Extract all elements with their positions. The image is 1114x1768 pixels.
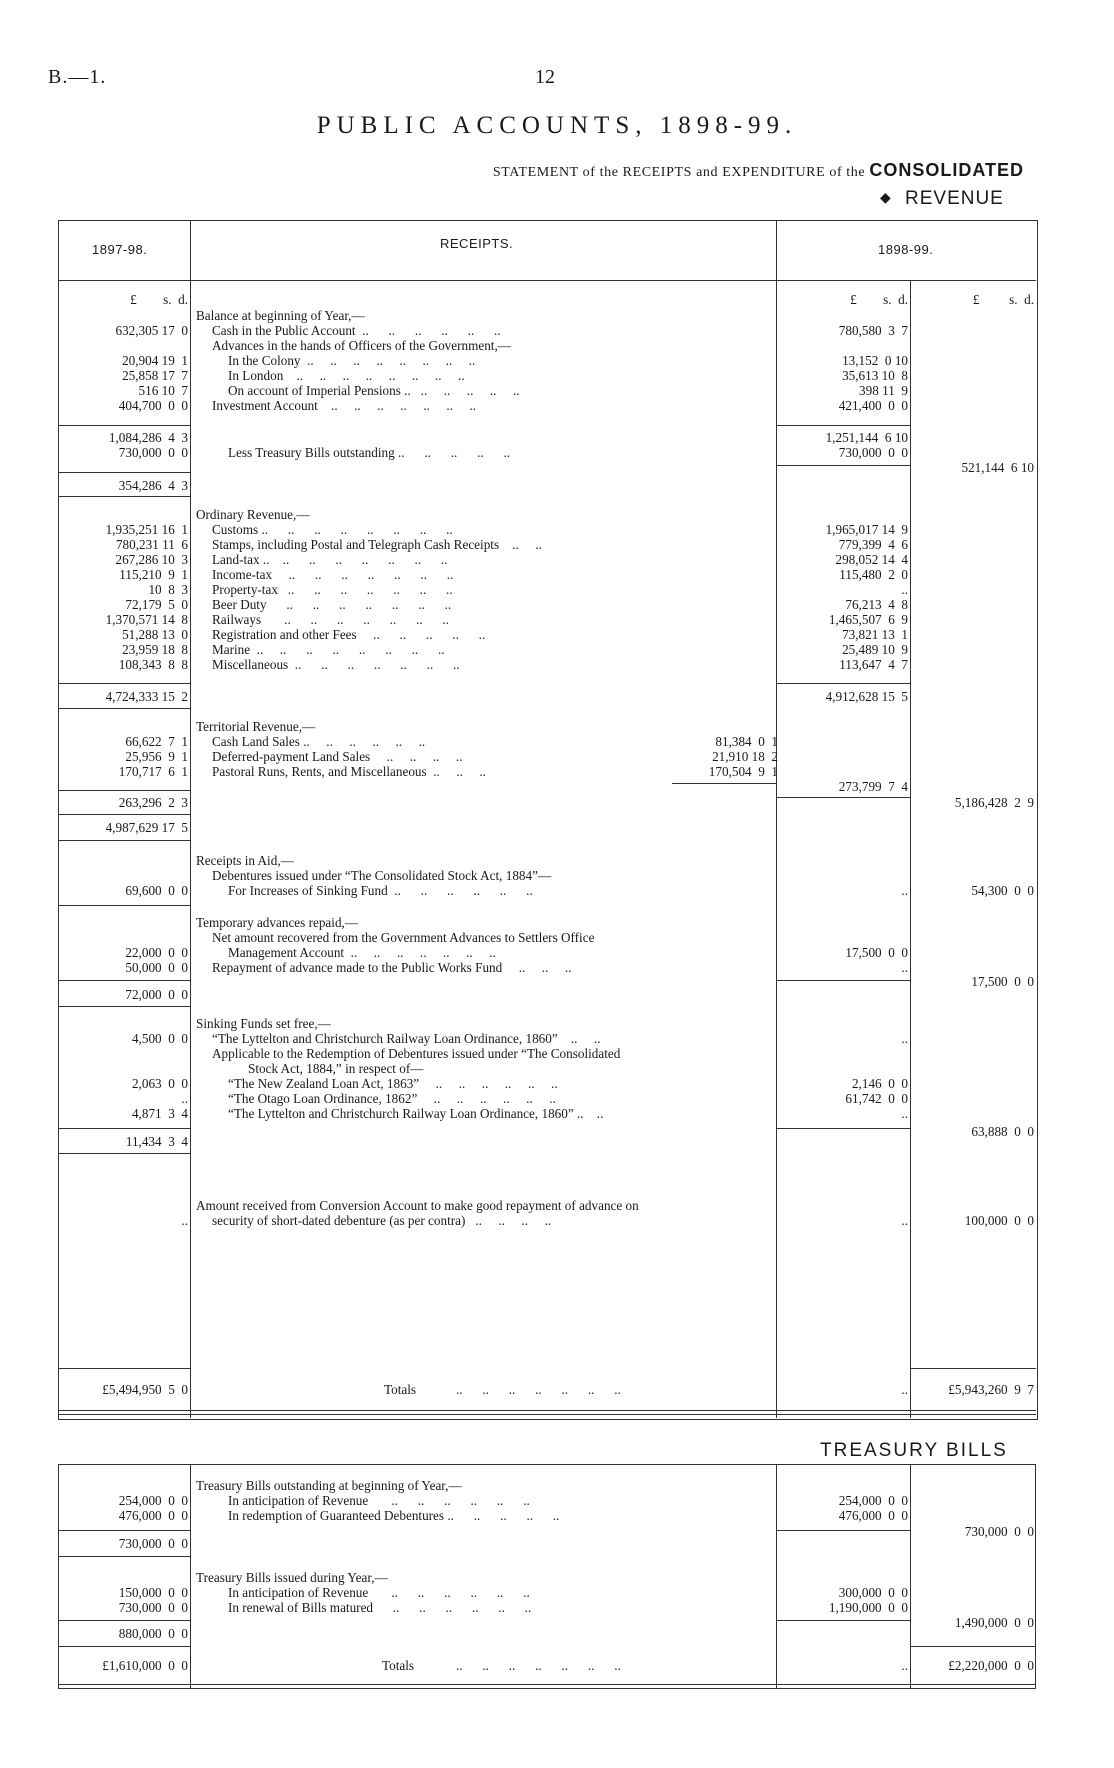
curr-amount: ..	[901, 1106, 908, 1121]
table-row	[0, 1061, 1114, 1076]
prev-amount: 23,959 18 8	[122, 642, 188, 657]
row-label: security of short-dated debenture (as per contra) .. .. .. ..	[212, 1213, 552, 1228]
row-label: Stock Act, 1884,” in respect of—	[248, 1061, 424, 1076]
prev-amount: 69,600 0 0	[125, 883, 188, 898]
row-label: Less Treasury Bills outstanding .. .. .. .. ..	[228, 445, 511, 460]
row-label: Treasury Bills outstanding at beginning of Year,—	[196, 1478, 462, 1493]
row-label: Deferred-payment Land Sales .. .. .. ..	[212, 749, 463, 764]
prev-amount: 267,286 10 3	[115, 552, 188, 567]
prev-amount: 2,063 0 0	[131, 1076, 188, 1091]
curr-amount: 1,190,000 0 0	[828, 1600, 908, 1615]
prev-amount: 72,000 0 0	[125, 987, 188, 1002]
subtotal-rule	[58, 840, 190, 841]
prev-amount: 4,871 3 4	[131, 1106, 188, 1121]
outer-amount: 730,000 0 0	[964, 1524, 1034, 1539]
table-row	[0, 1585, 1114, 1600]
prev-amount: 66,622 7 1	[125, 734, 188, 749]
prev-amount: 476,000 0 0	[118, 1508, 188, 1523]
prev-amount: 4,500 0 0	[131, 1031, 188, 1046]
row-label: “The Lyttelton and Christchurch Railway Loan Ordinance, 1860” .. ..	[228, 1106, 604, 1121]
prev-amount: 25,858 17 7	[122, 368, 188, 383]
row-label: Customs .. .. .. .. .. .. .. ..	[212, 522, 453, 537]
prev-amount: 25,956 9 1	[125, 749, 188, 764]
page-title: PUBLIC ACCOUNTS, 1898-99.	[316, 112, 798, 139]
subtotal-rule	[58, 425, 190, 426]
outer-amount: 5,186,428 2 9	[954, 795, 1034, 810]
curr-amount: 1,965,017 14 9	[825, 522, 908, 537]
curr-amount: 298,052 14 4	[835, 552, 908, 567]
row-label: For Increases of Sinking Fund .. .. .. .. .. ..	[228, 883, 533, 898]
totals-dots: .. .. .. .. .. .. ..	[456, 1658, 621, 1673]
table-row	[0, 338, 1114, 353]
outer-amount: 54,300 0 0	[971, 883, 1034, 898]
prev-amount: 1,370,571 14 8	[105, 612, 188, 627]
units-prev: £ s. d.	[130, 292, 188, 307]
table-row	[0, 627, 1114, 642]
column-header-receipts: RECEIPTS.	[440, 236, 514, 251]
curr-amount: 13,152 0 10	[842, 353, 908, 368]
row-label: Repayment of advance made to the Public Works Fund .. .. ..	[212, 960, 572, 975]
prev-amount: 880,000 0 0	[118, 1626, 188, 1641]
prev-amount: 11,434 3 4	[125, 1134, 188, 1149]
table-row	[0, 1508, 1114, 1523]
section-heading	[0, 719, 1114, 734]
curr-amount: 35,613 10 8	[842, 368, 908, 383]
footer-rule	[58, 1410, 1036, 1411]
section-heading	[0, 1570, 1114, 1585]
table-row	[0, 1091, 1114, 1106]
totals-row	[0, 1382, 1114, 1397]
outer-amount: 17,500 0 0	[971, 974, 1034, 989]
table-row	[0, 582, 1114, 597]
row-label: “The Lyttelton and Christchurch Railway Loan Ordinance, 1860” .. ..	[212, 1031, 601, 1046]
units-inner: £ s. d.	[850, 292, 908, 307]
table-row	[0, 308, 1114, 323]
subtotal-rule	[58, 496, 190, 497]
row-label: Beer Duty .. .. .. .. .. .. ..	[212, 597, 452, 612]
subtotal-rule	[58, 1006, 190, 1007]
table-row	[0, 1076, 1114, 1091]
prev-amount: 22,000 0 0	[125, 945, 188, 960]
table-row	[0, 567, 1114, 582]
row-label: Management Account .. .. .. .. .. .. ..	[228, 945, 496, 960]
curr-amount: 398 11 9	[859, 383, 908, 398]
row-label: Registration and other Fees .. .. .. .. ..	[212, 627, 486, 642]
row-label: Marine .. .. .. .. .. .. .. ..	[212, 642, 445, 657]
subtotal-rule	[58, 905, 190, 906]
row-label: In renewal of Bills matured .. .. .. .. .. ..	[228, 1600, 532, 1615]
table-row	[0, 1198, 1114, 1213]
prev-amount: 10 8 3	[148, 582, 188, 597]
curr-amount: 25,489 10 9	[842, 642, 908, 657]
table-row	[0, 795, 1114, 810]
curr-amount: 421,400 0 0	[838, 398, 908, 413]
table-row	[0, 1600, 1114, 1615]
subtitle-text: STATEMENT of the RECEIPTS and EXPENDITURE of the	[492, 165, 866, 180]
totals-dots: .. .. .. .. .. .. ..	[456, 1382, 621, 1397]
table-row	[0, 1213, 1114, 1228]
table-row	[0, 820, 1114, 835]
prev-amount: £5,494,950 5 0	[102, 1382, 188, 1397]
table-row	[0, 460, 1114, 475]
prev-amount: 516 10 7	[138, 383, 188, 398]
curr-amount: ..	[901, 1213, 908, 1228]
prev-amount: 4,724,333 15 2	[105, 689, 188, 704]
table-row	[0, 1106, 1114, 1121]
table-row	[0, 1124, 1114, 1139]
prev-amount: ..	[181, 1213, 188, 1228]
table-row	[0, 974, 1114, 989]
revenue-heading: REVENUE	[905, 188, 1004, 209]
column-header-prev-year: 1897-98.	[92, 242, 148, 257]
subtotal-rule	[776, 683, 910, 684]
treasury-bills-heading: TREASURY BILLS	[820, 1440, 1008, 1461]
table-top-rule	[58, 1464, 1036, 1465]
table-row	[0, 1615, 1114, 1630]
row-label: In the Colony .. .. .. .. .. .. .. ..	[228, 353, 476, 368]
curr-amount: 115,480 2 0	[839, 567, 908, 582]
prev-amount: ..	[181, 1091, 188, 1106]
table-row	[0, 323, 1114, 338]
prev-amount: 780,231 11 6	[115, 537, 188, 552]
row-label: In anticipation of Revenue .. .. .. .. .. ..	[228, 1585, 530, 1600]
subtotal-rule	[910, 1368, 1036, 1369]
row-label: In anticipation of Revenue .. .. .. .. .. ..	[228, 1493, 530, 1508]
table-row	[0, 537, 1114, 552]
row-label: Pastoral Runs, Rents, and Miscellaneous .. .. ..	[212, 764, 486, 779]
table-bottom-rule	[58, 1684, 1036, 1685]
row-label: “The Otago Loan Ordinance, 1862” .. .. .. .. .. ..	[228, 1091, 556, 1106]
curr-amount: 273,799 7 4	[838, 779, 908, 794]
row-label: Treasury Bills issued during Year,—	[196, 1570, 388, 1585]
table-row	[0, 552, 1114, 567]
footer-rule	[58, 1414, 1036, 1415]
curr-amount: 254,000 0 0	[838, 1493, 908, 1508]
prev-amount: 1,084,286 4 3	[108, 430, 188, 445]
prev-amount: 632,305 17 0	[115, 323, 188, 338]
row-label: Investment Account .. .. .. .. .. .. ..	[212, 398, 477, 413]
row-label: Cash Land Sales .. .. .. .. .. ..	[212, 734, 426, 749]
row-label: Income-tax .. .. .. .. .. .. ..	[212, 567, 454, 582]
table-row	[0, 430, 1114, 445]
table-row	[0, 398, 1114, 413]
prev-amount: 51,288 13 0	[122, 627, 188, 642]
row-label: Miscellaneous .. .. .. .. .. .. ..	[212, 657, 460, 672]
prev-amount: 404,700 0 0	[118, 398, 188, 413]
curr-amount: 1,465,507 6 9	[828, 612, 908, 627]
curr-amount: 4,912,628 15 5	[825, 689, 908, 704]
row-label: Sinking Funds set free,—	[196, 1016, 331, 1031]
row-label: Ordinary Revenue,—	[196, 507, 310, 522]
row-label: Net amount recovered from the Government Advances to Settlers Office	[212, 930, 595, 945]
prev-amount: 50,000 0 0	[125, 960, 188, 975]
curr-amount: 780,580 3 7	[838, 323, 908, 338]
table-row	[0, 1046, 1114, 1061]
section-heading	[0, 507, 1114, 522]
table-row	[0, 368, 1114, 383]
outer-amount: £2,220,000 0 0	[948, 1658, 1034, 1673]
outer-amount: 521,144 6 10	[961, 460, 1034, 475]
prev-amount: 108,343 8 8	[118, 657, 188, 672]
prev-amount: 170,717 6 1	[118, 764, 188, 779]
subtotal-rule	[58, 1153, 190, 1154]
curr-amount: ..	[901, 1382, 908, 1397]
totals-row	[0, 1658, 1114, 1673]
curr-amount: ..	[901, 582, 908, 597]
prev-amount: 72,179 5 0	[125, 597, 188, 612]
sub-amount: 21,910 18 2	[712, 749, 778, 764]
row-label: Land-tax .. .. .. .. .. .. .. ..	[212, 552, 448, 567]
row-label: On account of Imperial Pensions .. .. .. .. .. ..	[228, 383, 520, 398]
column-header-curr-year: 1898-99.	[878, 242, 934, 257]
row-label: Stamps, including Postal and Telegraph Cash Receipts .. ..	[212, 537, 542, 552]
table-row	[0, 945, 1114, 960]
row-label: Territorial Revenue,—	[196, 719, 316, 734]
table-row	[0, 930, 1114, 945]
subtotal-rule	[910, 1646, 1036, 1647]
table-row	[0, 445, 1114, 460]
table-row	[0, 883, 1114, 898]
row-label: In London .. .. .. .. .. .. .. ..	[228, 368, 465, 383]
row-label: Applicable to the Redemption of Debentures issued under “The Consolidated	[212, 1046, 621, 1061]
table-row	[0, 749, 1114, 764]
curr-amount: 17,500 0 0	[845, 945, 908, 960]
table-row	[0, 657, 1114, 672]
subtotal-rule	[58, 1646, 190, 1647]
sub-amount: 170,504 9 1	[708, 764, 778, 779]
bullet-icon: ◆	[880, 191, 891, 206]
table-row	[0, 779, 1114, 794]
table-row	[0, 522, 1114, 537]
table-row	[0, 987, 1114, 1002]
prev-amount: 730,000 0 0	[118, 445, 188, 460]
prev-amount: 115,210 9 1	[119, 567, 188, 582]
table-row	[0, 383, 1114, 398]
sub-amount: 81,384 0 1	[715, 734, 778, 749]
header-rule	[58, 280, 1036, 281]
prev-amount: 354,286 4 3	[118, 478, 188, 493]
section-heading	[0, 853, 1114, 868]
curr-amount: 73,821 13 1	[842, 627, 908, 642]
table-row	[0, 960, 1114, 975]
document-reference: B.—1.	[48, 66, 107, 88]
table-row	[0, 597, 1114, 612]
curr-amount: ..	[901, 960, 908, 975]
prev-amount: 730,000 0 0	[118, 1536, 188, 1551]
units-outer: £ s. d.	[972, 292, 1034, 307]
prev-amount: 263,296 2 3	[118, 795, 188, 810]
curr-amount: 61,742 0 0	[845, 1091, 908, 1106]
totals-label: Totals	[384, 1382, 417, 1397]
curr-amount: 779,399 4 6	[838, 537, 908, 552]
prev-amount: 1,935,251 16 1	[105, 522, 188, 537]
curr-amount: 2,146 0 0	[851, 1076, 908, 1091]
table-row	[0, 764, 1114, 779]
prev-amount: 254,000 0 0	[118, 1493, 188, 1508]
table-row	[0, 1031, 1114, 1046]
row-label: Receipts in Aid,—	[196, 853, 294, 868]
curr-amount: 1,251,144 6 10	[825, 430, 908, 445]
table-row	[0, 734, 1114, 749]
subtotal-rule	[58, 814, 190, 815]
subtotal-rule	[58, 683, 190, 684]
row-label: Debentures issued under “The Consolidated Stock Act, 1884”—	[212, 868, 552, 883]
units-row	[0, 292, 1114, 307]
table-bottom-rule	[58, 1688, 1036, 1689]
outer-amount: 63,888 0 0	[971, 1124, 1034, 1139]
prev-amount: 730,000 0 0	[118, 1600, 188, 1615]
row-label: Cash in the Public Account .. .. .. .. .. ..	[212, 323, 501, 338]
subtotal-rule	[58, 1556, 190, 1557]
table-row	[0, 689, 1114, 704]
table-row	[0, 868, 1114, 883]
table-row	[0, 478, 1114, 493]
row-label: Advances in the hands of Officers of the Government,—	[212, 338, 511, 353]
curr-amount: 76,213 4 8	[845, 597, 908, 612]
prev-amount: £1,610,000 0 0	[102, 1658, 188, 1673]
table-row	[0, 1524, 1114, 1539]
table-row	[0, 1493, 1114, 1508]
table-row	[0, 353, 1114, 368]
prev-amount: 20,904 19 1	[122, 353, 188, 368]
curr-amount: ..	[901, 1031, 908, 1046]
subtotal-rule	[58, 1368, 190, 1369]
row-label: Railways .. .. .. .. .. .. ..	[212, 612, 450, 627]
curr-amount: 476,000 0 0	[838, 1508, 908, 1523]
curr-amount: 730,000 0 0	[838, 445, 908, 460]
table-row	[0, 642, 1114, 657]
curr-amount: ..	[901, 883, 908, 898]
statement-subtitle	[493, 160, 1024, 181]
subtotal-rule	[58, 790, 190, 791]
prev-amount: 150,000 0 0	[118, 1585, 188, 1600]
section-heading	[0, 1016, 1114, 1031]
outer-amount: 1,490,000 0 0	[954, 1615, 1034, 1630]
curr-amount: ..	[901, 1658, 908, 1673]
subtotal-rule	[776, 425, 910, 426]
outer-amount: £5,943,260 9 7	[948, 1382, 1034, 1397]
curr-amount: 113,647 4 7	[839, 657, 908, 672]
subtitle-bold: CONSOLIDATED	[869, 160, 1024, 180]
row-label: Property-tax .. .. .. .. .. .. ..	[212, 582, 453, 597]
row-label: In redemption of Guaranteed Debentures .. .. .. .. ..	[228, 1508, 560, 1523]
page-number: 12	[535, 66, 555, 88]
row-label: “The New Zealand Loan Act, 1863” .. .. .. .. .. ..	[228, 1076, 558, 1091]
section-heading	[0, 915, 1114, 930]
subtotal-rule	[58, 708, 190, 709]
row-label: Amount received from Conversion Account to make good repayment of advance on	[196, 1198, 639, 1213]
row-label: Balance at beginning of Year,—	[196, 308, 365, 323]
curr-amount: 300,000 0 0	[838, 1585, 908, 1600]
prev-amount: 4,987,629 17 5	[105, 820, 188, 835]
row-label: Temporary advances repaid,—	[196, 915, 359, 930]
outer-amount: 100,000 0 0	[964, 1213, 1034, 1228]
table-row	[0, 612, 1114, 627]
totals-label: Totals	[382, 1658, 415, 1673]
section-heading	[0, 1478, 1114, 1493]
